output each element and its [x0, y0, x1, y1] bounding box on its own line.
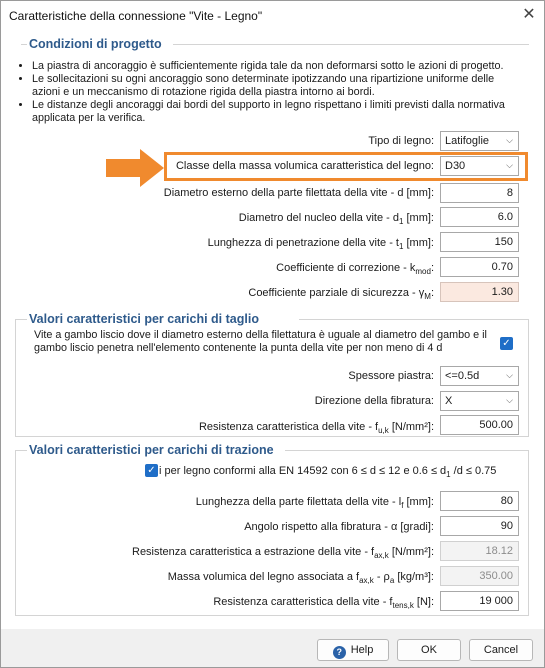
- tipo-legno-value: Latifoglie: [445, 135, 490, 147]
- lunghezza-filettata-label: Lunghezza della parte filettata della vite - $l_f$ [mm]:: [195, 496, 434, 511]
- group-line: [173, 44, 529, 45]
- highlight-arrow-icon: [106, 149, 164, 187]
- kmod-label: Coefficiente di correzione - $k_{mod}$:: [276, 262, 434, 277]
- help-icon: ?: [333, 646, 346, 659]
- window-title: Caratteristiche della connessione "Vite - Legno": [9, 9, 263, 23]
- kmod-input[interactable]: 0.70: [440, 257, 519, 277]
- resistenza-trazione-label: Resistenza caratteristica della vite - $f_{tens,k}$ [N]:: [213, 596, 434, 611]
- angolo-fibratura-label: Angolo rispetto alla fibratura - α [gradi]:: [244, 521, 434, 533]
- resistenza-estrazione-input: 18.12: [440, 541, 519, 561]
- resistenza-taglio-label: Resistenza caratteristica della vite - $f_{u,k}$ [N/mm²]:: [198, 421, 434, 436]
- massa-volumica-label: Massa volumica del legno associata a $f_{ax,k} - \rho_a$ [kg/m³]:: [167, 571, 434, 586]
- liscio-check-text: Vite a gambo liscio dove il diametro esterno della filettatura è uguale al diametro del gambo e il gambo liscio penetra nell'elemento contenente la punta della vite per non meno di 4 d: [34, 329, 487, 354]
- lunghezza-penetrazione-label: Lunghezza di penetrazione della vite - $t_1$ [mm]:: [207, 237, 434, 252]
- direzione-value: X: [445, 395, 453, 407]
- cancel-button[interactable]: Cancel: [469, 639, 533, 661]
- diametro-esterno-input[interactable]: 8: [440, 183, 519, 203]
- direzione-label: Direzione della fibratura:: [314, 395, 434, 407]
- ok-button[interactable]: OK: [397, 639, 461, 661]
- condition-item: • Le distanze degli ancoraggi dai bordi del supporto in legno rispettano i limiti previsti dalla normativa applicata per la verifica.: [32, 99, 517, 125]
- title-bar: [1, 1, 544, 31]
- gamma-m-label: Coefficiente parziale di sicurezza - $\gamma_M$:: [248, 287, 434, 302]
- help-button[interactable]: ? Help: [317, 639, 389, 661]
- section-title-taglio: Valori caratteristici per carichi di taglio: [29, 312, 259, 326]
- condition-item: • La piastra di ancoraggio è sufficientemente rigida tale da non deformarsi sotto le azioni di progetto.: [32, 60, 517, 73]
- dialog-content: [1, 31, 544, 629]
- chevron-down-icon: ⌵: [506, 370, 513, 380]
- diametro-esterno-label: Diametro esterno della parte filettata della vite - d [mm]:: [163, 187, 434, 199]
- chevron-down-icon: ⌵: [506, 135, 513, 145]
- lunghezza-penetrazione-input[interactable]: 150: [440, 232, 519, 252]
- lunghezza-filettata-input[interactable]: 80: [440, 491, 519, 511]
- tipo-legno-label: Tipo di legno:: [368, 135, 434, 147]
- chevron-down-icon: ⌵: [506, 395, 513, 405]
- diametro-nucleo-input[interactable]: 6.0: [440, 207, 519, 227]
- spessore-value: <=0.5d: [445, 370, 480, 382]
- resistenza-taglio-input[interactable]: 500.00: [440, 415, 519, 435]
- close-icon[interactable]: ✕: [522, 6, 536, 23]
- condition-item: • Le sollecitazioni su ogni ancoraggio sono determinate ipotizzando una ripartizione uniforme delle azioni e un meccanismo di rotazione rigida della piastra intorno ai bordi.: [32, 73, 517, 99]
- classe-value: D30: [445, 160, 466, 172]
- gamma-m-input[interactable]: 1.30: [440, 282, 519, 302]
- spessore-label: Spessore piastra:: [348, 370, 434, 382]
- resistenza-trazione-input[interactable]: 19 000: [440, 591, 519, 611]
- diametro-nucleo-label: Diametro del nucleo della vite - $d_1$ [mm]:: [238, 212, 434, 227]
- resistenza-estrazione-label: Resistenza caratteristica a estrazione della vite - $f_{ax,k}$ [N/mm²]:: [132, 546, 434, 561]
- classe-select[interactable]: [440, 156, 519, 176]
- section-title-condizioni: Condizioni di progetto: [29, 37, 162, 51]
- en14592-check-text: i per legno conformi alla EN 14592 con 6 ≤ d ≤ 12 e $0.6 \le d_1$ /d ≤ 0.75: [159, 465, 497, 480]
- conditions-list: [17, 60, 517, 125]
- classe-label: Classe della massa volumica caratteristica del legno:: [175, 160, 434, 172]
- en14592-checkbox[interactable]: ✓: [145, 464, 158, 477]
- tipo-legno-select[interactable]: [440, 131, 519, 151]
- massa-volumica-input: 350.00: [440, 566, 519, 586]
- angolo-fibratura-input[interactable]: 90: [440, 516, 519, 536]
- dialog-footer: [1, 629, 544, 667]
- group-line: [21, 44, 27, 45]
- spessore-select[interactable]: [440, 366, 519, 386]
- chevron-down-icon: ⌵: [506, 160, 513, 170]
- liscio-checkbox[interactable]: ✓: [500, 337, 513, 350]
- section-title-trazione: Valori caratteristici per carichi di trazione: [29, 443, 274, 457]
- direzione-select[interactable]: [440, 391, 519, 411]
